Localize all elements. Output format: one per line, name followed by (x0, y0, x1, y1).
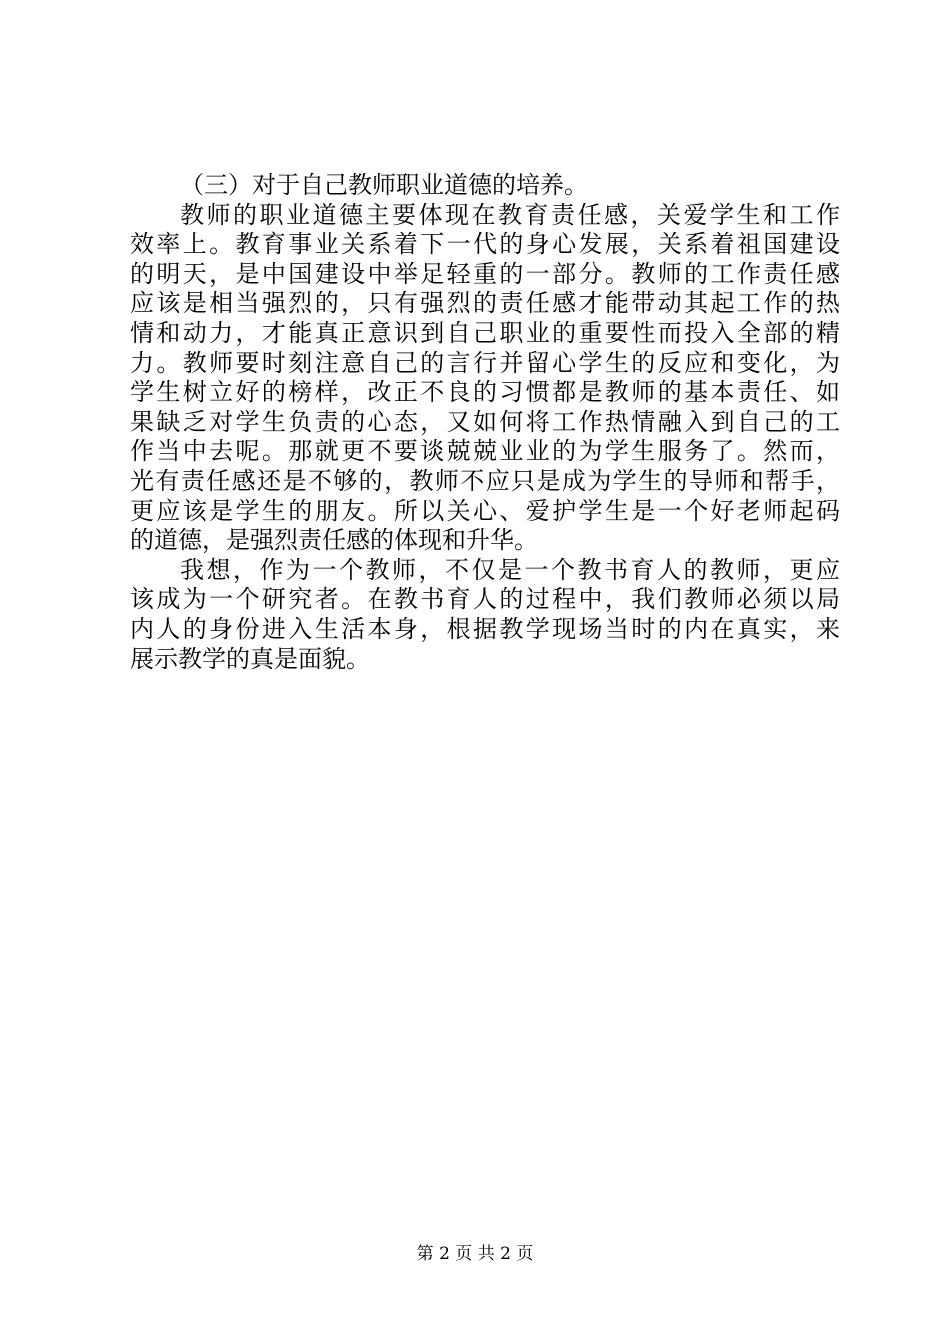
paragraph-line: 教师的职业道德主要体现在教育责任感，关爱学生和工作 (180, 200, 840, 229)
paragraph-2 (130, 556, 840, 674)
document-body (130, 171, 840, 674)
paragraph-line: 果缺乏对学生负责的心态，又如何将工作热情融入到自己的工 (130, 407, 840, 436)
paragraph-line: 该成为一个研究者。在教书育人的过程中，我们教师必须以局 (130, 585, 840, 614)
paragraph-line: 内人的身份进入生活本身，根据教学现场当时的内在真实，来 (130, 614, 840, 643)
paragraph-line: 应该是相当强烈的，只有强烈的责任感才能带动其起工作的热 (130, 289, 840, 318)
paragraph-line: 效率上。教育事业关系着下一代的身心发展，关系着祖国建设 (130, 230, 840, 259)
section-heading: （三）对于自己教师职业道德的培养。 (180, 171, 588, 199)
paragraph-line: 更应该是学生的朋友。所以关心、爱护学生是一个好老师起码 (130, 496, 840, 525)
paragraph-line: 力。教师要时刻注意自己的言行并留心学生的反应和变化，为 (130, 348, 840, 377)
paragraph-line: 我想，作为一个教师，不仅是一个教书育人的教师，更应 (180, 555, 840, 584)
paragraph-line: 情和动力，才能真正意识到自己职业的重要性而投入全部的精 (130, 318, 840, 347)
paragraph-line: 的道德，是强烈责任感的体现和升华。 (130, 526, 538, 555)
paragraph-1 (130, 201, 840, 556)
paragraph-line: 的明天，是中国建设中举足轻重的一部分。教师的工作责任感 (130, 259, 840, 288)
paragraph-line: 学生树立好的榜样，改正不良的习惯都是教师的基本责任、如 (130, 378, 840, 407)
paragraph-line: 展示教学的真是面貌。 (130, 644, 370, 673)
paragraph-line: 作当中去呢。那就更不要谈兢兢业业的为学生服务了。然而， (130, 437, 840, 466)
page-number-footer: 第 2 页 共 2 页 (416, 1244, 534, 1264)
paragraph-line: 光有责任感还是不够的，教师不应只是成为学生的导师和帮手， (130, 466, 840, 495)
